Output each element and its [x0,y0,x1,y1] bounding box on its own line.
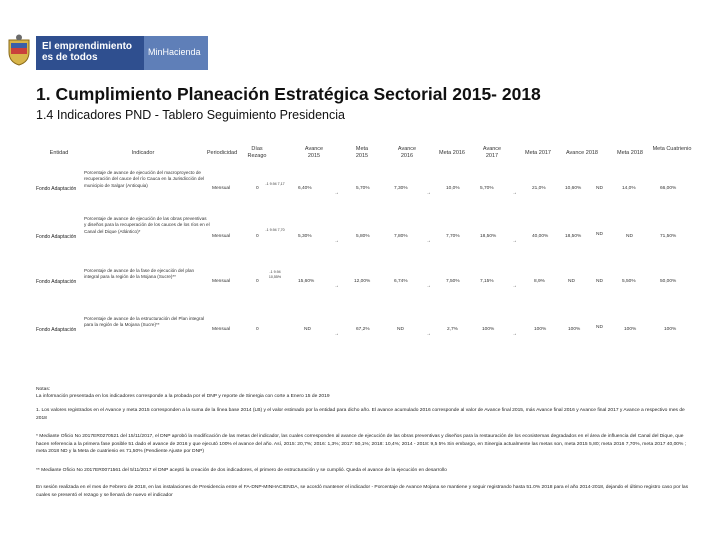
row-meta-2016: 2,7% [447,327,458,332]
trend-arrow-icon: → [512,190,517,196]
row-meta-cuatrienio: 50,00% [660,279,677,284]
row-note: -1 9.94 7,70 [265,228,285,232]
col-meta-2016: Meta 2016 [439,150,465,156]
row-meta-2018: 100% [624,327,637,332]
row-avance-2017: 7,15% [480,279,494,284]
note-star: * Mediante Oficio No 2017ER0270521 del 15/11/2017, el DNP aprobó la modificación de las metas del indicador, las cuales corresponden al avance de ejecución de las obras preventivas y diseños para la restauración de los ecosistemas degradados en el área de influencia del Canal del Dique, que hacen referencia a la primera fase posible 51 dado el avance de 2016 y que ejecutó 100% el avance del año. Así, 2015: 20,7%; 2016: 1,3%; 2017: 50,1%; 2018: 10,4%; 2014 - 2018: 9,5 5% Sin embargo, en Sinergia actualmente las metas son, meta 2015 5,80; meta 2016 7,70%, meta 2017 40,00% ; meta 2018 ND y la Meta de cuatrienio es 71,50% (Pendiente Ajuste por DNP) [36,434,687,454]
row-avance-2015: 5,30% [298,234,312,239]
trend-arrow-icon: → [512,283,517,289]
brand-logo [36,36,144,70]
row-avance-2017: 18,50% [480,234,497,239]
page-title: 1. Cumplimiento Planeación Estratégica Sectorial 2015- 2018 [36,84,541,104]
row-meta-2016: 7,70% [446,234,460,239]
row-meta-cuatrienio: 71,50% [660,234,677,239]
trend-arrow-icon: → [426,331,431,337]
row-avance-2016: 7,30% [394,186,408,191]
row-meta-2015: 5,80% [356,234,370,239]
row-meta-2015: 12,00% [354,279,371,284]
row-avance-2015: 6,40% [298,186,312,191]
row-meta-2017: 21,0% [532,186,546,191]
row-flag: ND [596,232,603,237]
row-dias: 0 [256,186,259,191]
brand-line2: es de todos [42,52,98,63]
row-indicador: Porcentaje de avance de ejecución del macroproyecto de recuperación del cauce del río Cauca en la Jurisdicción del municipio de Salgar (Antioquia) [84,170,205,188]
trend-arrow-icon: → [426,190,431,196]
row-meta-2018: 14,0% [622,186,636,191]
col-meta-cuatrienio: Meta Cuatrienio [652,146,692,152]
notes-heading: Notas: [36,387,51,392]
col-avance-2015: Avance 2015 [304,146,324,159]
row-meta-2018: ND [626,234,633,239]
row-meta-2017: 40,00% [532,234,549,239]
row-avance-2016: ND [397,327,404,332]
row-dias: 0 [256,279,259,284]
note-1: 1. Los valores registrados en el Avance y meta 2015 corresponden a la suma de la línea base 2014 (LB) y el valor estimado por la entidad para dicho año. El avance acumulado 2016 corresponde al valor de Avance final 2015, más Avance final 2016 y Avance final 2017 y Avance a respectivo mes de 2018 [36,408,685,421]
row-avance-2015: 15,60% [298,279,315,284]
row-avance-2016: 7,80% [394,234,408,239]
row-meta-2015: 67,2% [356,327,370,332]
row-avance-2017: 5,70% [480,186,494,191]
row-periodicidad: Mensual [212,234,231,239]
row-flag: ND [596,186,603,191]
row-dias: 0 [256,234,259,239]
note-double-star: ** Mediante Oficio No 2017ER0071561 del 5/11/2017 el DNP aceptó la creación de dos indicadores, el primero de estructuración y se cumplió. Queda el avance de la ejecución en desarrollo [36,468,447,473]
row-note: -1 9.94 7,17 [265,182,285,186]
row-periodicidad: Mensual [212,186,231,191]
col-periodicidad: Periodicidad [206,150,238,156]
row-entidad: Fondo Adaptación [36,279,77,285]
row-note: -1 9.94 10,55% [268,270,282,279]
row-flag: ND [596,325,603,330]
col-indicador: Indicador [131,150,155,156]
row-entidad: Fondo Adaptación [36,327,77,333]
trend-arrow-icon: → [334,331,339,337]
trend-arrow-icon: → [334,238,339,244]
row-avance-2018: 18,50% [565,234,582,239]
col-meta-2015: Meta 2015 [355,146,369,159]
row-entidad: Fondo Adaptación [36,186,77,192]
row-entidad: Fondo Adaptación [36,234,77,240]
col-avance-2017: Avance 2017 [482,146,502,159]
trend-arrow-icon: → [426,283,431,289]
trend-arrow-icon: → [512,238,517,244]
row-meta-2017: 100% [534,327,547,332]
row-avance-2016: 6,74% [394,279,408,284]
row-avance-2017: 100% [482,327,495,332]
ministry-logo: MinHacienda [144,36,208,70]
coat-of-arms-icon [6,34,32,66]
row-meta-2015: 5,70% [356,186,370,191]
trend-arrow-icon: → [426,238,431,244]
row-avance-2015: ND [304,327,311,332]
col-avance-2016: Avance 2016 [397,146,417,159]
row-indicador: Porcentaje de avance de la estructuración del Plan integral para la región de la Mojana (Sucre)** [84,316,205,328]
trend-arrow-icon: → [334,190,339,196]
note-session: En sesión realizada en el mes de Febrero de 2018, en las instalaciones de Presidencia entre el FA-DNP-MINHACIENDA, se acordó mantener el indicador - Porcentaje de Avance Mojana se mantiene y seguir registrando hasta 51.0% 2018 para el año 2014-2018, dejando el último registro caso por las cuales se presentó el rezago y se llenará de nuevo el indicador [36,485,689,498]
row-dias: 0 [256,327,259,332]
row-avance-2018: 100% [568,327,581,332]
row-periodicidad: Mensual [212,327,231,332]
row-avance-2018: 10,60% [565,186,582,191]
row-meta-2016: 7,50% [446,279,460,284]
col-meta-2017: Meta 2017 [525,150,551,156]
row-flag: ND [596,279,603,284]
row-indicador: Porcentaje de avance de ejecución de las obras preventivas y diseños para la recuperación de los cauces de los ríos en el Canal del Dique (Atlántico)* [84,216,210,234]
col-entidad: Entidad [49,150,69,156]
brand-line1: El emprendimiento [42,41,133,52]
row-periodicidad: Mensual [212,279,231,284]
row-meta-2017: 8,9% [534,279,545,284]
col-avance-2018: Avance 2018 [565,150,598,156]
row-meta-2016: 10,0% [446,186,460,191]
page-subtitle: 1.4 Indicadores PND - Tablero Seguimiento Presidencia [36,108,345,122]
col-meta-2018: Meta 2018 [617,150,643,156]
row-avance-2018: ND [568,279,575,284]
trend-arrow-icon: → [512,331,517,337]
col-dias: Días Rezago [247,146,267,159]
row-meta-cuatrienio: 66,00% [660,186,677,191]
row-meta-2018: 5,50% [622,279,636,284]
header-band [0,0,720,80]
row-indicador: Porcentaje de avance de la fase de ejecución del plan integral para la región de la Mojana (Sucre)** [84,268,195,280]
trend-arrow-icon: → [334,283,339,289]
notes-source: La información presentada en los indicadores corresponde a la probada por el DNP y reporte de Sinergia con corte a Enero 15 de 2019 [36,394,330,399]
row-meta-cuatrienio: 100% [664,327,677,332]
